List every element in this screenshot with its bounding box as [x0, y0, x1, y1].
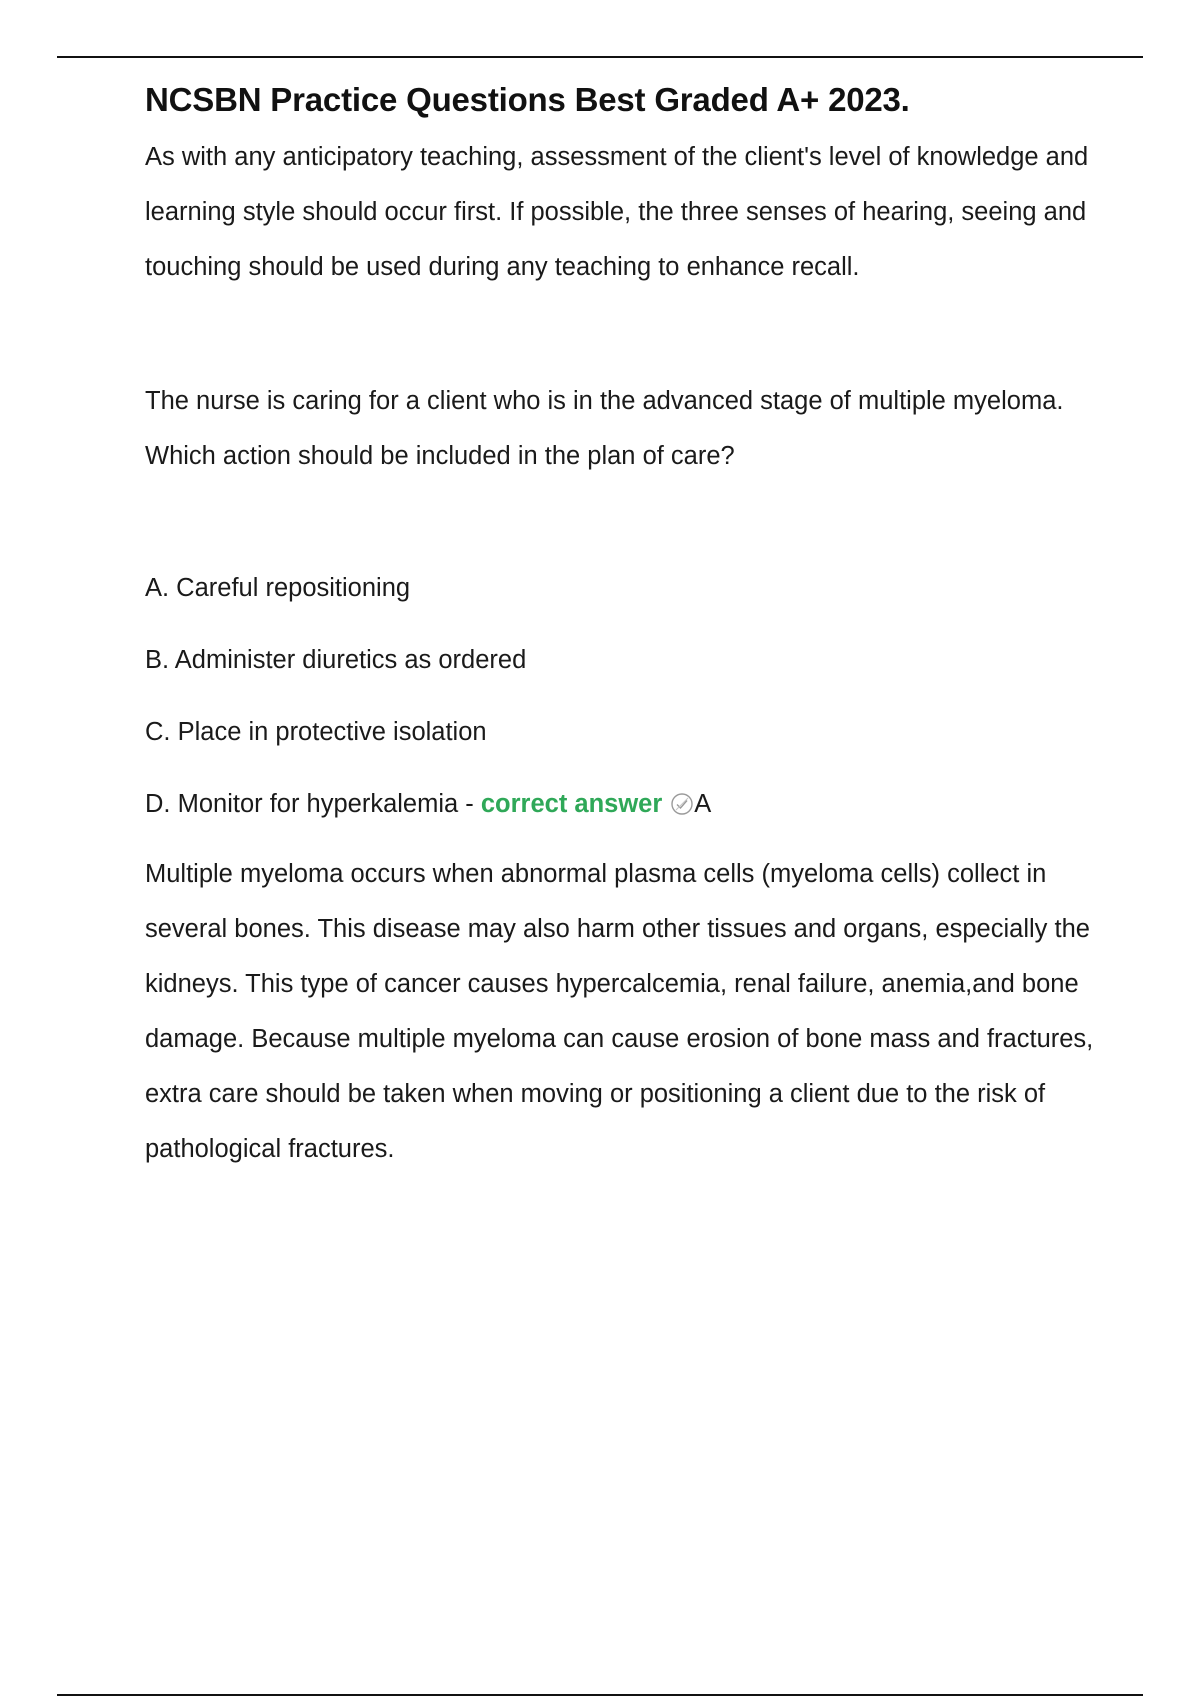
- answer-options: [145, 570, 1105, 822]
- option-d-row: [145, 786, 1105, 822]
- correct-answer-label: correct answer: [480, 790, 663, 818]
- correct-answer-value: A: [694, 790, 712, 818]
- check-circle-icon: [670, 790, 694, 814]
- question-text: The nurse is caring for a client who is in the advanced stage of multiple myeloma. Which action should be included in the plan of care?: [145, 387, 1064, 470]
- option-d: D. Monitor for hyperkalemia -: [145, 790, 481, 818]
- bottom-rule: [57, 1694, 1143, 1696]
- top-rule: [57, 56, 1143, 58]
- document-title: NCSBN Practice Questions Best Graded A+ 2023.: [145, 81, 910, 118]
- option-a: A. Careful repositioning: [145, 574, 411, 602]
- intro-paragraph: As with any anticipatory teaching, assessment of the client's level of knowledge and learning style should occur first. If possible, the three senses of hearing, seeing and touching should be used during any teaching to enhance recall.: [145, 143, 1089, 281]
- explanation-paragraph: Multiple myeloma occurs when abnormal plasma cells (myeloma cells) collect in several bones. This disease may also harm other tissues and organs, especially the kidneys. This type of cancer causes hypercalcemia, renal failure, anemia,and bone damage. Because multiple myeloma can cause erosion of bone mass and fractures, extra care should be taken when moving or positioning a client due to the risk of pathological fractures.: [145, 860, 1094, 1163]
- document-body: [145, 72, 1105, 1177]
- option-c: C. Place in protective isolation: [145, 718, 487, 746]
- option-b: B. Administer diuretics as ordered: [145, 646, 527, 674]
